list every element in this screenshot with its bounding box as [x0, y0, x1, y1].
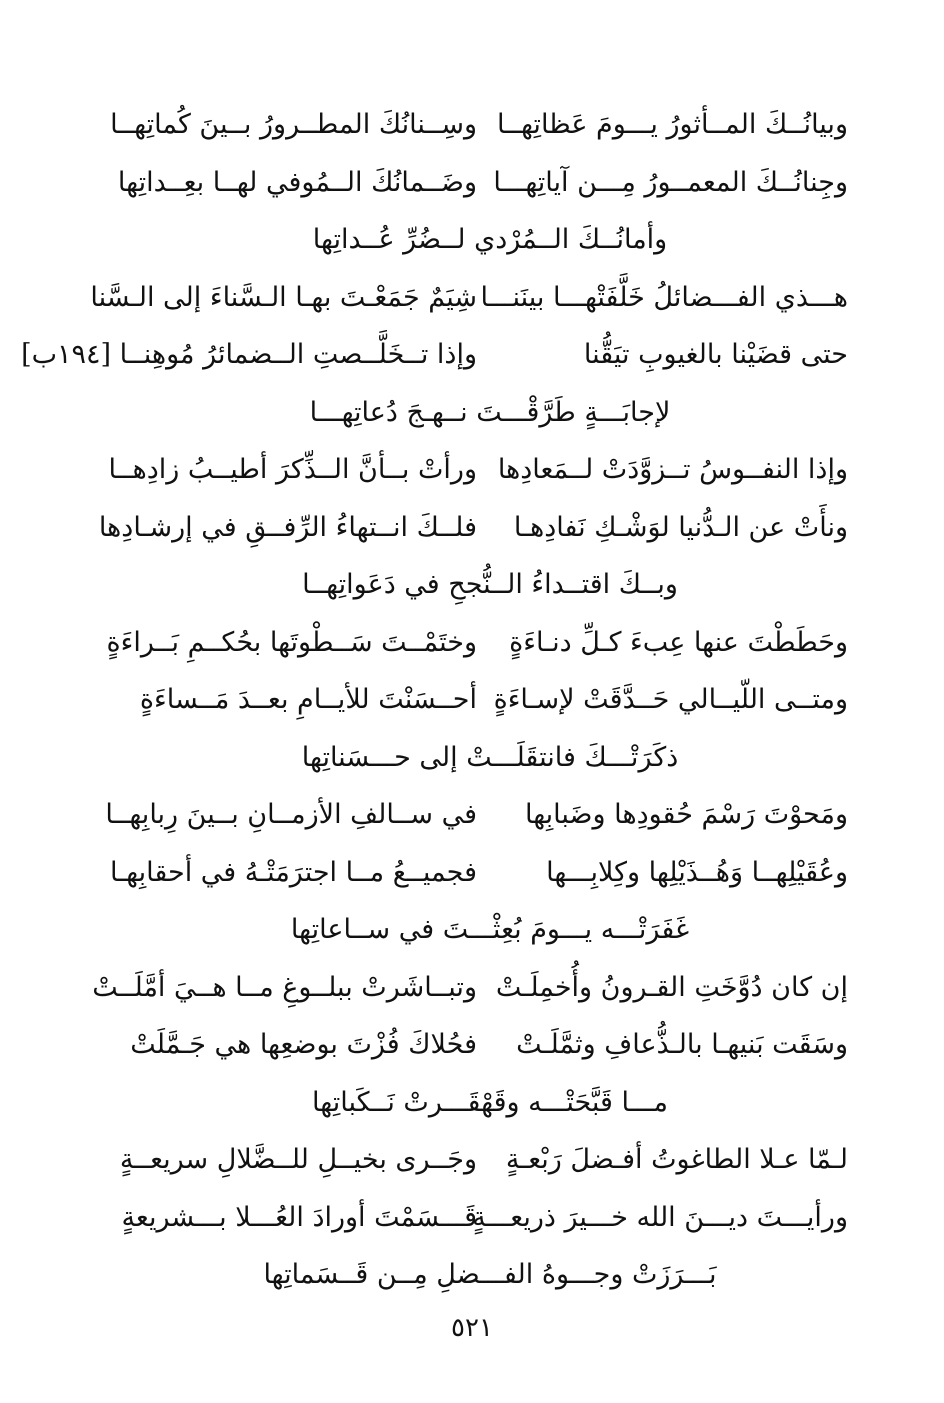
- refrain-line: ذكَرَتْـــكَ فانتقَلَـــتْ إلى حـــسَناتِها: [301, 741, 679, 773]
- verse-line: [132, 1016, 848, 1074]
- refrain-line: مـــا قَبَّحَتْـــه وقَهْقَـــرتْ نَــكَباتِها: [312, 1086, 668, 1118]
- verse-line: [106, 614, 848, 672]
- left-hemistich: وتبــاشَرتْ ببلــوغِ مــا هــيَ أمَّلَــتْ: [92, 971, 477, 1003]
- verse-line: [110, 96, 848, 154]
- left-hemistich: في ســالفِ الأزمــانِ بــينَ رِبابِهــا: [105, 799, 477, 831]
- right-hemistich: إن كان دُوَّخَتِ القـرونُ وأُخمِلَـتْ: [495, 971, 848, 1003]
- verse-line: [121, 1189, 848, 1247]
- left-hemistich: وسِــنانُكَ المطــرورُ بــينَ كُماتِهــا: [110, 109, 477, 141]
- refrain-line: وأمانُــكَ الــمُرْدي لــضُرِّ عُــداتِها: [312, 224, 668, 256]
- right-hemistich: هـــذي الفـــضائلُ خَلَّفَتْهـــا بينَنـــا: [480, 281, 848, 313]
- verse-line: [132, 671, 848, 729]
- left-hemistich: [21, 339, 477, 371]
- refrain-line: لإجابَـــةٍ طَرَّقْـــتَ نــهـجَ دُعاتِهـــا: [309, 396, 671, 428]
- right-hemistich: وإذا النفــوسُ تــزوَّدَتْ لــمَعادِها: [497, 454, 848, 486]
- verse-line: [92, 959, 848, 1017]
- verse-line: [21, 326, 848, 384]
- page-number: ٥٢١: [451, 1313, 493, 1343]
- left-hemistich: وختَمْــتَ سَــطْوتَها بحُكــمِ بَــراءَةٍ: [106, 626, 477, 658]
- refrain-line: بَـــرَزَتْ وجـــوهُ الفـــضلِ مِــن قَــسَماتِها: [263, 1259, 717, 1291]
- right-hemistich: وبيانُــكَ المــأثورُ يـــومَ عَظاتِهــا: [496, 109, 848, 141]
- left-hemistich: قَـــسَمْتَ أورادَ العُـــلا بـــشريعةٍ: [121, 1201, 477, 1233]
- verse-line: [98, 499, 848, 557]
- right-hemistich: حتى قضَيْنا بالغيوبِ تيَقُّنا: [583, 339, 848, 371]
- left-hemistich: فحُلاكَ فُزْتَ بوضعِها هي جَـمَّلَتْ: [130, 1029, 477, 1061]
- right-hemistich: وحَطَطْتَ عنها عِبءَ كـلِّ دنـاءَةٍ: [509, 626, 848, 658]
- right-hemistich: وجِنانُــكَ المعمــورُ مِـــن آياتِهـــا: [493, 166, 848, 198]
- refrain-line: وبــكَ اقتــداءُ الــنُّجحِ في دَعَواتِهــا: [302, 569, 678, 601]
- left-hemistich: أحــسَنْتَ للأيــامِ بعــدَ مَــساءَةٍ: [139, 684, 477, 716]
- right-hemistich: لـمّا عـلا الطاغوتُ أفـضلَ رَبْعـةٍ: [505, 1144, 848, 1176]
- right-hemistich: ومتــى اللّيــالي حَــدَّقَتْ لإسـاءَةٍ: [493, 684, 848, 716]
- right-hemistich: ورأيـــتَ ديـــنَ الله خـــيرَ ذريعـــةٍ: [472, 1201, 848, 1233]
- right-hemistich: ومَحوْتَ رَسْمَ حُقودِها وضَبابِها: [525, 799, 848, 831]
- verse-line: [110, 844, 848, 902]
- right-hemistich: وعُقَيْلِهــا وَهُــذَيْلِها وكِلابِـــها: [546, 856, 848, 888]
- verse-line: [105, 786, 848, 844]
- left-hemistich: شِيَمٌ جَمَعْـتَ بهـا الـسَّناءَ إلى الـسَّنا: [90, 281, 477, 313]
- poem: [21, 96, 848, 1304]
- verse-line: [90, 269, 848, 327]
- left-hemistich: فجميــعُ مــا اجترَمَتْـهُ في أحقابِهـا: [110, 856, 477, 888]
- left-hemistich: وجَــرى بخيــلِ للــضَّلالِ سريعــةٍ: [119, 1144, 477, 1176]
- verse-line: [119, 1131, 848, 1189]
- verse-line: [108, 441, 848, 499]
- right-hemistich: وسَقَت بَنيهـا بالـذُّعافِ وثمَّلَـتْ: [516, 1029, 848, 1061]
- refrain-line: غَفَرَتْـــه يـــومَ بُعِثْـــتَ في ســاعاتِها: [290, 914, 690, 946]
- left-hemistich: ورأتْ بــأنَّ الــذِّكرَ أطيــبُ زادِهــا: [108, 454, 477, 486]
- left-hemistich: وضَــمانُكَ الــمُوفي لهــا بعِــداتِها: [117, 166, 477, 198]
- right-hemistich: ونأَتْ عن الـدُّنيا لوَشْـكِ نَفادِهـا: [513, 511, 848, 543]
- folio-marker: [١٩٤ب]: [21, 339, 112, 371]
- verse-line: [117, 154, 848, 212]
- left-hemistich: فلــكَ انــتهاءُ الرِّفــقِ في إرشـادِها: [98, 511, 477, 543]
- left-hemistich-text: وإذا تــخَلَّــصتِ الــضمائرُ مُوهِنــا: [119, 339, 477, 371]
